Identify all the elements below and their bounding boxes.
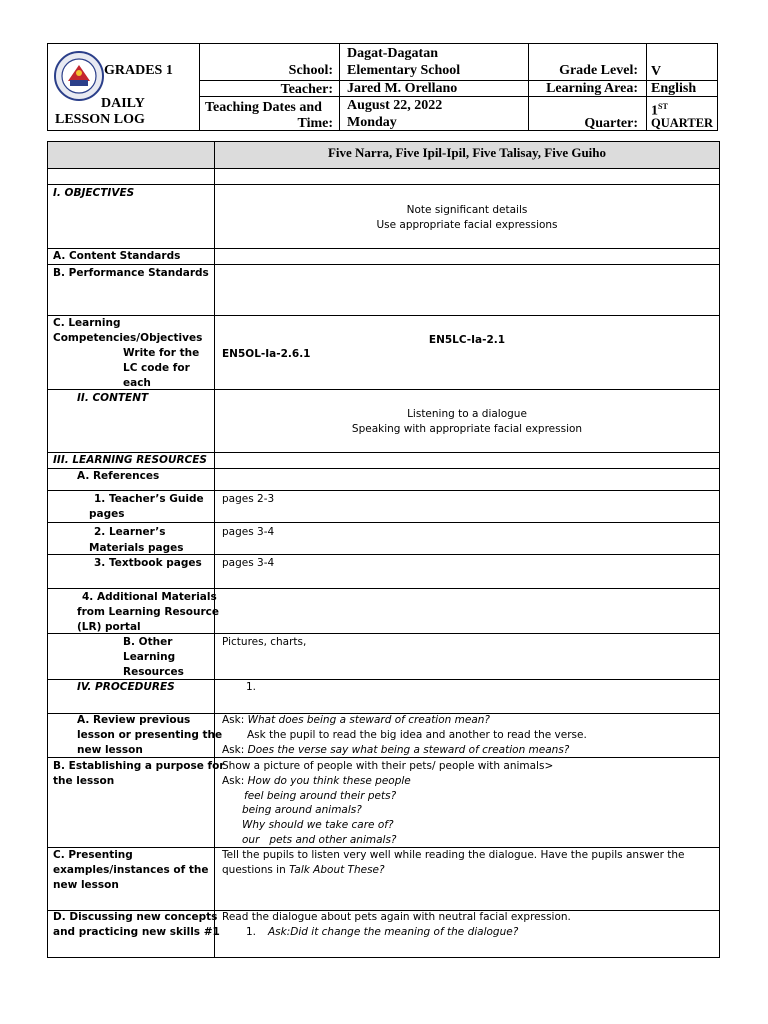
other-resources-value: Pictures, charts,: [222, 636, 307, 648]
school-label: School:: [288, 63, 333, 78]
learners-materials-value: pages 3-4: [222, 526, 275, 538]
presenting-label-3: new lesson: [53, 879, 119, 891]
lc-label-3: Write for the: [123, 347, 200, 359]
additional-materials-label-2: from Learning Resource: [77, 606, 220, 618]
objectives-2: Use appropriate facial expressions: [376, 219, 558, 231]
discussing-question: Ask:Did it change the meaning of the dialogue?: [268, 926, 519, 938]
references-label: A. References: [77, 470, 160, 482]
class-names: Five Narra, Five Ipil-Ipil, Five Talisay, Five Guiho: [327, 145, 607, 160]
presenting-line-2: questions in Talk About These?: [222, 864, 385, 876]
learning-area-value: English: [651, 81, 697, 96]
grade-level-label: Grade Level:: [559, 63, 638, 78]
lc-label-1: C. Learning: [53, 317, 121, 329]
dates-value-2: Monday: [347, 115, 397, 130]
review-ask-1: Ask: What does being a steward of creation mean?: [222, 714, 490, 726]
purpose-question-3: being around animals?: [242, 804, 362, 816]
review-label-2: lesson or presenting the: [77, 729, 223, 741]
teacher-value: Jared M. Orellano: [347, 81, 458, 96]
lc-label-2: Competencies/Objectives: [53, 332, 203, 344]
textbook-value: pages 3-4: [222, 557, 275, 569]
purpose-label-2: the lesson: [53, 775, 115, 787]
school-value-1: Dagat-Dagatan: [347, 46, 438, 61]
daily-label: DAILY: [101, 96, 145, 111]
review-ask-2: Ask: Does the verse say what being a steward of creation means?: [222, 744, 570, 756]
purpose-ask: Ask: How do you think these people: [222, 775, 411, 787]
lc-label-5: each: [123, 377, 151, 389]
teacher-label: Teacher:: [280, 82, 333, 97]
teachers-guide-label-1: 1. Teacher’s Guide: [94, 493, 204, 505]
lesson-log-label: LESSON LOG: [55, 112, 145, 127]
quarter-value-num: 1ST: [651, 102, 668, 119]
lc-code-1: EN5LC-Ia-2.1: [428, 334, 506, 346]
presenting-line-1: Tell the pupils to listen very well while reading the dialogue. Have the pupils answer the: [222, 849, 685, 861]
objectives-label: I. OBJECTIVES: [53, 187, 135, 199]
other-resources-label-1: B. Other: [123, 636, 173, 648]
purpose-label-1: B. Establishing a purpose for: [53, 760, 225, 772]
other-resources-label-2: Learning: [123, 651, 176, 663]
other-resources-label-3: Resources: [123, 666, 184, 678]
discussing-number: 1.: [246, 926, 257, 938]
additional-materials-label-3: (LR) portal: [77, 621, 141, 633]
dates-label-1: Teaching Dates and: [205, 100, 322, 115]
grades-title: GRADES 1: [104, 63, 173, 78]
purpose-question-5: our pets and other animals?: [242, 834, 397, 846]
content-1: Listening to a dialogue: [407, 408, 527, 420]
procedures-label: IV. PROCEDURES: [77, 681, 175, 693]
content-standards-label: A. Content Standards: [53, 250, 181, 262]
lc-code-2: EN5OL-Ia-2.6.1: [222, 348, 311, 360]
objectives-1: Note significant details: [406, 204, 528, 216]
quarter-value-word: QUARTER: [651, 116, 714, 130]
lc-label-4: LC code for: [123, 362, 190, 374]
content-label: II. CONTENT: [77, 392, 149, 404]
purpose-line-1: Show a picture of people with their pets/ people with animals>: [222, 760, 554, 772]
review-line-2: Ask the pupil to read the big idea and another to read the verse.: [247, 729, 587, 741]
learners-materials-label-2: Materials pages: [89, 542, 184, 554]
textbook-label: 3. Textbook pages: [94, 557, 202, 569]
presenting-label-1: C. Presenting: [53, 849, 133, 861]
performance-standards-label: B. Performance Standards: [53, 267, 209, 279]
learners-materials-label-1: 2. Learner’s: [94, 526, 166, 538]
review-label-3: new lesson: [77, 744, 143, 756]
school-value-2: Elementary School: [347, 63, 461, 78]
review-label-1: A. Review previous: [77, 714, 191, 726]
additional-materials-label-1: 4. Additional Materials: [82, 591, 217, 603]
grade-level-value: V: [651, 64, 662, 79]
teachers-guide-value: pages 2-3: [222, 493, 275, 505]
quarter-label: Quarter:: [584, 116, 638, 131]
presenting-label-2: examples/instances of the: [53, 864, 209, 876]
dates-label-2: Time:: [297, 116, 333, 131]
learning-resources-label: III. LEARNING RESOURCES: [53, 454, 207, 466]
purpose-question-4: Why should we take care of?: [242, 819, 394, 831]
purpose-question-2: feel being around their pets?: [244, 790, 397, 802]
teachers-guide-label-2: pages: [89, 508, 125, 520]
procedures-value: 1.: [246, 681, 257, 693]
discussing-label-1: D. Discussing new concepts: [53, 911, 218, 923]
learning-area-label: Learning Area:: [546, 81, 638, 96]
discussing-line-1: Read the dialogue about pets again with neutral facial expression.: [222, 911, 571, 923]
dates-value-1: August 22, 2022: [347, 98, 443, 113]
discussing-label-2: and practicing new skills #1: [53, 926, 220, 938]
content-2: Speaking with appropriate facial expression: [351, 423, 583, 435]
